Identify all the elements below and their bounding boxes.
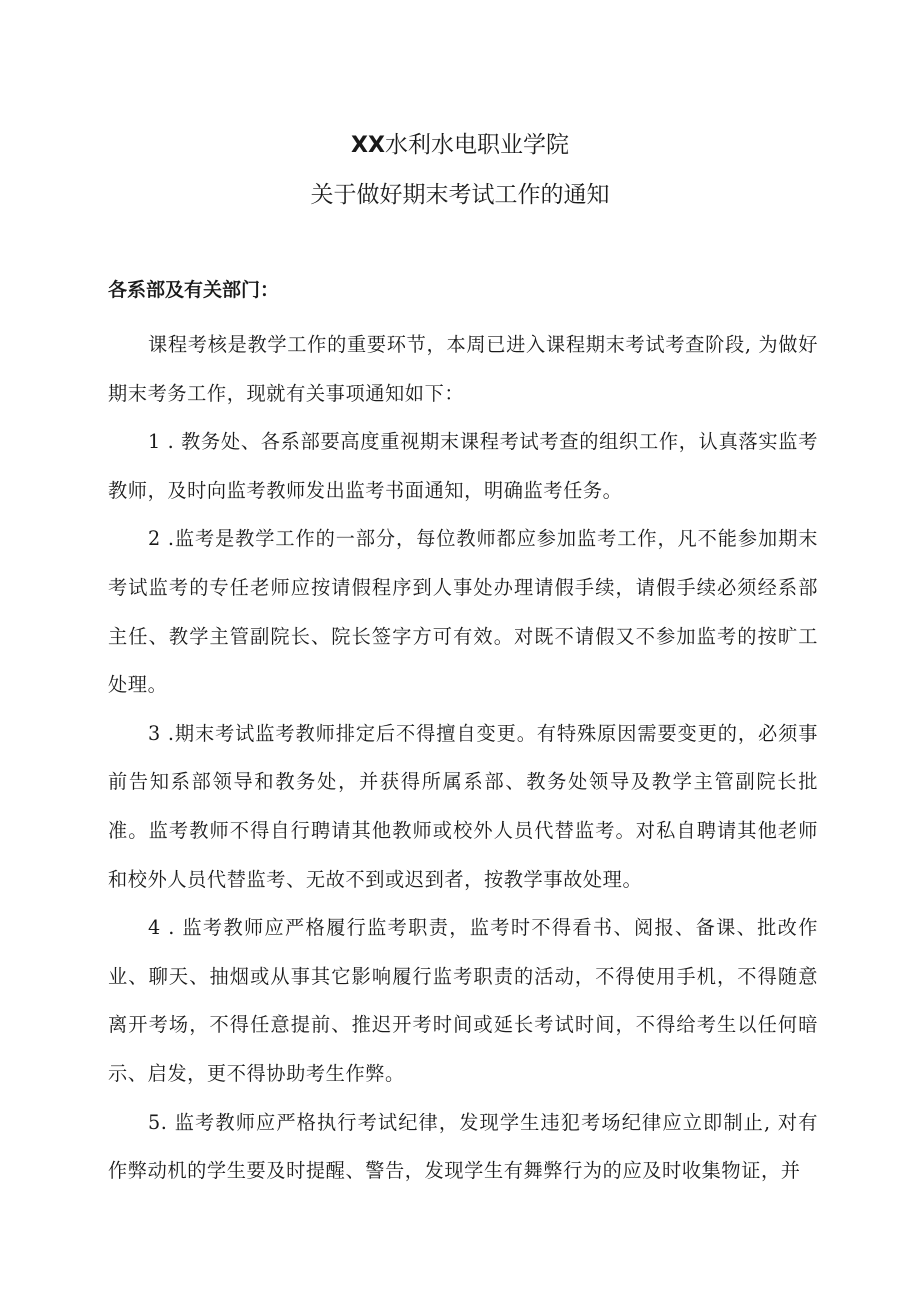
paragraph-item-3: 3 .期末考试监考教师排定后不得擅自变更。有特殊原因需要变更的，必须事前告知系部领导和教务处，并获得所属系部、教务处领导及教学主管副院长批准。监考教师不得自行聘请其他教师或校外人员代替监考。对私自聘请其他老师和校外人员代替监考、无故不到或迟到者，按教学事故处理。 — [108, 721, 818, 891]
document-title: 关于做好期末考试工作的通知 — [310, 182, 610, 208]
document-body — [108, 321, 818, 1196]
paragraph-item-2: 2 .监考是教学工作的一部分，每位教师都应参加监考工作，凡不能参加期末考试监考的专任老师应按请假程序到人事处办理请假手续，请假手续必须经系部主任、教学主管副院长、院长签字方可有效。对既不请假又不参加监考的按旷工处理。 — [108, 527, 818, 697]
org-name: 水利水电职业学院 — [384, 132, 569, 158]
paragraph-item-4: 4 . 监考教师应严格履行监考职责，监考时不得看书、阅报、备课、批改作业、聊天、抽烟或从事其它影响履行监考职责的活动，不得使用手机，不得随意离开考场，不得任意提前、推迟开考时间或延长考试时间，不得给考生以任何暗示、启发，更不得协助考生作弊。 — [108, 916, 818, 1085]
paragraph-intro: 课程考核是教学工作的重要环节，本周已进入课程期末考试考查阶段, 为做好期末考务工作，现就有关事项通知如下： — [108, 333, 818, 405]
org-prefix: XX — [351, 133, 385, 158]
paragraph-item-5: 5. 监考教师应严格执行考试纪律，发现学生违犯考场纪律应立即制止, 对有作弊动机的学生要及时提醒、警告，发现学生有舞弊行为的应及时收集物证，并 — [108, 1110, 818, 1183]
document-org-title — [0, 128, 920, 163]
paragraph-item-1: 1 . 教务处、各系部要高度重视期末课程考试考查的组织工作，认真落实监考教师，及时向监考教师发出监考书面通知，明确监考任务。 — [108, 430, 818, 502]
addressee: 各系部及有关部门： — [108, 279, 280, 301]
